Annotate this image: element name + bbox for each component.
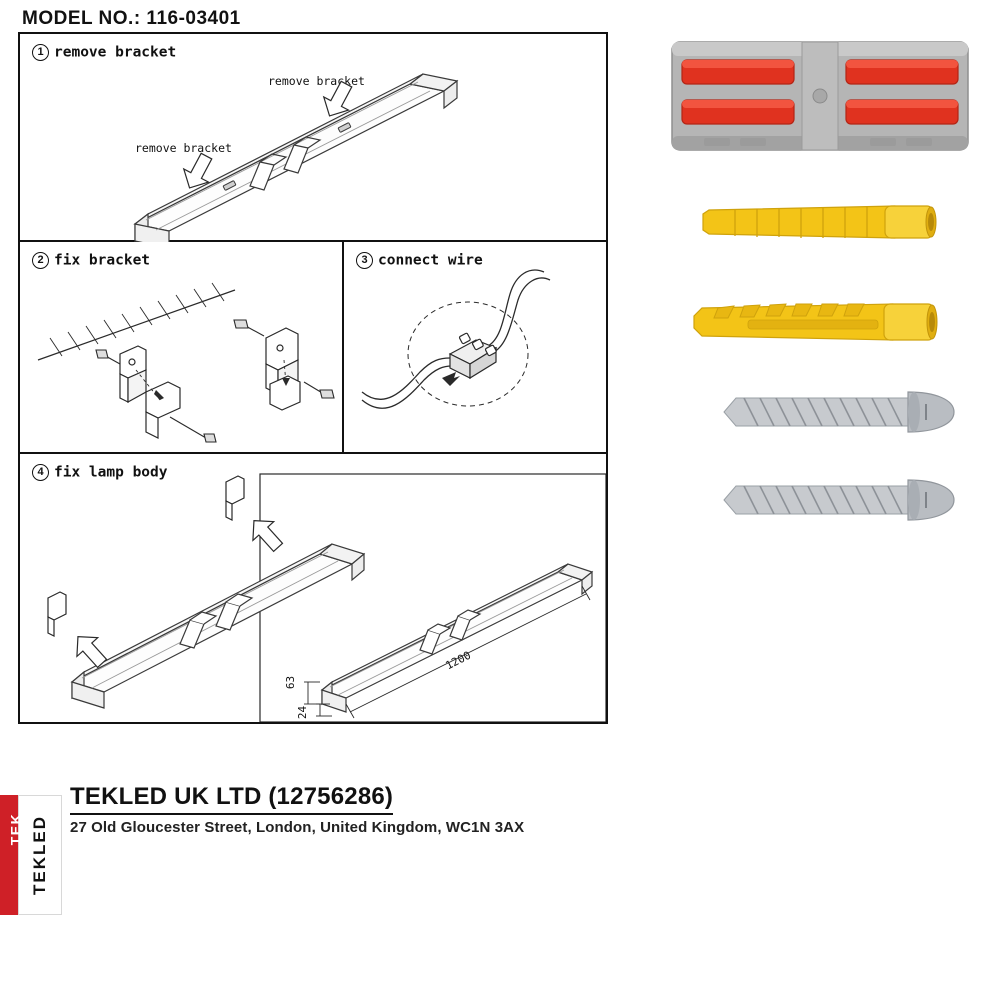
instruction-step-2 [20,242,344,454]
logo-mark-text: TEK [7,812,23,846]
instruction-step-4 [20,454,606,722]
step-4-illustration [20,454,606,722]
tekled-logo [0,795,62,915]
step-2-number: 2 [32,252,49,269]
part-wall-plug-short [695,192,955,252]
model-number-label: MODEL NO.: 116-03401 [22,8,241,29]
instruction-step-3 [344,242,606,454]
dimension-length-label: 1200 [443,648,474,673]
step-3-number: 3 [356,252,373,269]
dimension-width-label: 63 [284,675,298,690]
step-1-illustration [20,34,606,242]
part-wall-plug-long [688,292,958,352]
parts-list [640,20,990,560]
callout-remove-bracket-left: remove bracket [135,141,232,155]
callout-remove-bracket-top: remove bracket [268,74,365,88]
part-screw-2 [710,470,970,530]
step-2-title: 2 fix bracket [32,252,150,269]
instruction-panel [18,32,608,724]
part-screw-1 [710,382,970,442]
instruction-step-1 [20,34,606,242]
step-3-title: 3 connect wire [356,252,483,269]
company-address: 27 Old Gloucester Street, London, United Kingdom, WC1N 3AX [70,819,525,836]
dimension-height-label: 24 [296,705,310,720]
step-4-number: 4 [32,464,49,481]
step-1-title: 1 remove bracket [32,44,176,61]
footer [0,775,1000,895]
company-name: TEKLED UK LTD (12756286) [70,783,393,815]
logo-vertical-wordmark: TEKLED [30,815,49,895]
step-1-number: 1 [32,44,49,61]
step-3-illustration [344,242,606,454]
step-4-title: 4 fix lamp body [32,464,168,481]
part-wire-connector [660,30,980,160]
step-2-illustration [20,242,344,454]
